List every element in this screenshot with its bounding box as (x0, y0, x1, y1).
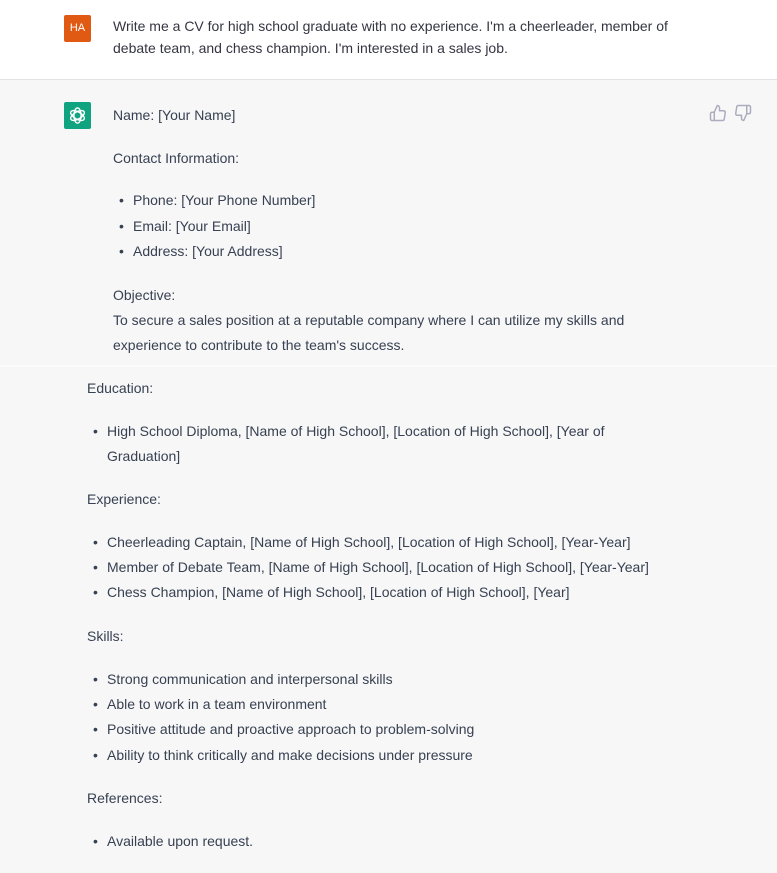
list-item-text: Address: [Your Address] (133, 243, 283, 259)
bullet: • (93, 534, 98, 550)
list-item-text: Chess Champion, [Name of High School], [Location of High School], [Year] (107, 584, 570, 600)
list-item (93, 580, 570, 605)
bullet: • (119, 218, 124, 234)
experience-heading: Experience: (87, 491, 161, 507)
list-item-text: Positive attitude and proactive approach to problem-solving (107, 721, 475, 737)
list-item-text: Member of Debate Team, [Name of High School], [Location of High School], [Year-Year] (107, 559, 649, 575)
list-item-text: Email: [Your Email] (133, 218, 251, 234)
user-avatar: HA (64, 15, 91, 42)
assistant-message (0, 80, 777, 873)
screenshot-seam (0, 365, 777, 367)
list-item (93, 530, 631, 555)
objective-heading: Objective: (113, 287, 176, 303)
bullet: • (119, 192, 124, 208)
bullet: • (93, 747, 98, 763)
contact-heading: Contact Information: (113, 150, 240, 166)
user-message-text: Write me a CV for high school graduate with no experience. I'm a cheerleader, member of debate team, and chess champion. I'm interested in a sales job. (113, 18, 668, 56)
bullet: • (93, 721, 98, 737)
list-item (119, 214, 251, 239)
skills-heading: Skills: (87, 628, 124, 644)
list-item (119, 188, 316, 213)
list-item-text: High School Diploma, [Name of High School], [Location of High School], [Year of (107, 423, 605, 439)
list-item (93, 692, 327, 717)
objective-text: experience to contribute to the team's success. (113, 337, 405, 353)
list-item (93, 419, 667, 469)
list-item (93, 829, 254, 854)
list-item-text: Strong communication and interpersonal skills (107, 671, 393, 687)
list-item-text: Able to work in a team environment (107, 696, 327, 712)
list-item-text: Available upon request. (107, 833, 254, 849)
name-line: Name: [Your Name] (113, 107, 236, 123)
list-item (93, 667, 393, 692)
bullet: • (93, 559, 98, 575)
education-heading: Education: (87, 380, 154, 396)
list-item (93, 555, 649, 580)
bullet: • (93, 423, 98, 439)
bullet: • (93, 833, 98, 849)
thumbs-up-icon[interactable] (709, 104, 727, 122)
bullet: • (93, 584, 98, 600)
list-item-text: Ability to think critically and make decisions under pressure (107, 747, 473, 763)
list-item-text: Phone: [Your Phone Number] (133, 192, 316, 208)
thumbs-down-icon[interactable] (734, 104, 752, 122)
bullet: • (93, 671, 98, 687)
list-item-text: Cheerleading Captain, [Name of High School], [Location of High School], [Year-Year] (107, 534, 631, 550)
list-item (119, 239, 283, 264)
list-item-text: Graduation] (107, 448, 181, 464)
references-heading: References: (87, 790, 163, 806)
list-item (93, 717, 475, 742)
user-message (0, 0, 777, 80)
bullet: • (93, 696, 98, 712)
openai-logo-icon (64, 102, 91, 129)
list-item (93, 743, 473, 768)
objective-text: To secure a sales position at a reputable company where I can utilize my skills and (113, 312, 625, 328)
bullet: • (119, 243, 124, 259)
